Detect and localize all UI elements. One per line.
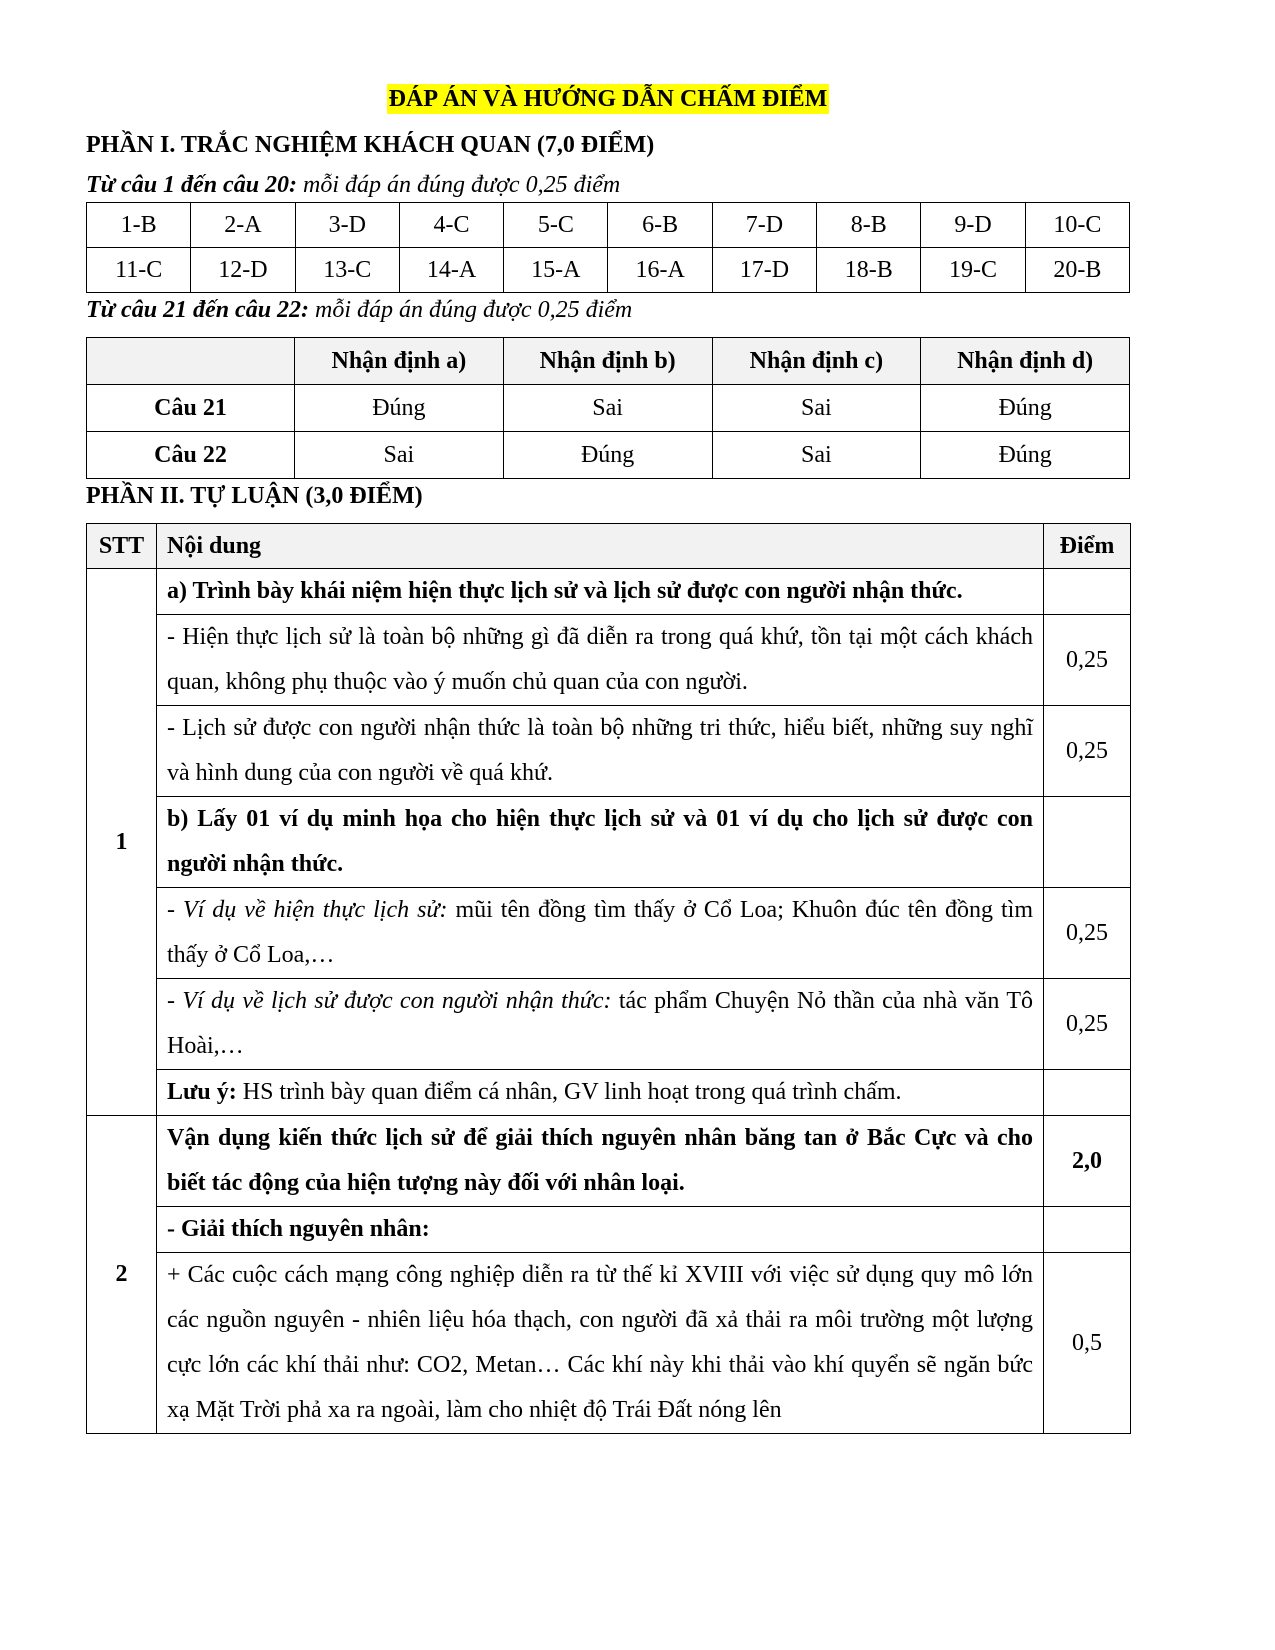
points-cell: 0,25: [1044, 979, 1131, 1070]
answer-cell: 15-A: [504, 248, 608, 293]
tf-cell: Sai: [712, 432, 921, 479]
example-text: tác phẩm Chuyện Nỏ thần của nhà văn Tô Hoài,…: [167, 988, 1033, 1059]
header-content: Nội dung: [157, 524, 1044, 569]
table-row: [87, 248, 1130, 293]
table-row: [87, 706, 1131, 797]
answer-cell: 2-A: [191, 203, 295, 248]
row-label: Câu 22: [87, 432, 295, 479]
instruction-range: Từ câu 1 đến câu 20:: [86, 172, 298, 198]
answer-cell: 14-A: [399, 248, 503, 293]
rubric-item: - Hiện thực lịch sử là toàn bộ những gì đã diễn ra trong quá khứ, tồn tại một cách khách quan, không phụ thuộc vào ý muốn chủ quan của con người.: [157, 615, 1044, 706]
table-row: [87, 1207, 1131, 1253]
table-row: [87, 979, 1131, 1070]
part1-instruction-2: [86, 295, 1130, 327]
header-cell: Nhận định c): [712, 338, 921, 385]
points-cell: 0,25: [1044, 706, 1131, 797]
points-cell: 0,5: [1044, 1253, 1131, 1434]
points-cell: 0,25: [1044, 615, 1131, 706]
table-row: [87, 385, 1130, 432]
answer-cell: 1-B: [87, 203, 191, 248]
tf-cell: Sai: [503, 385, 712, 432]
example-text: mũi tên đồng tìm thấy ở Cổ Loa; Khuôn đúc tên đồng tìm thấy ở Cổ Loa,…: [167, 897, 1034, 968]
example-label: - Ví dụ về lịch sử được con người nhận thức:: [167, 988, 612, 1014]
answer-cell: 17-D: [712, 248, 816, 293]
answer-cell: 7-D: [712, 203, 816, 248]
answer-cell: 3-D: [295, 203, 399, 248]
table-row: [87, 569, 1131, 615]
points-cell: 0,25: [1044, 888, 1131, 979]
table-header-row: [87, 338, 1130, 385]
instruction-range: Từ câu 21 đến câu 22:: [86, 297, 310, 323]
subquestion-title: b) Lấy 01 ví dụ minh họa cho hiện thực lịch sử và 01 ví dụ cho lịch sử được con người nhận thức.: [157, 797, 1044, 888]
rubric-item: - Lịch sử được con người nhận thức là toàn bộ những tri thức, hiểu biết, những suy nghĩ và hình dung của con người về quá khứ.: [157, 706, 1044, 797]
true-false-table: [86, 337, 1130, 479]
rubric-item: + Các cuộc cách mạng công nghiệp diễn ra từ thế kỉ XVIII với việc sử dụng quy mô lớn các nguồn nguyên - nhiên liệu hóa thạch, con người đã xả thải ra môi trường một lượng cực lớn các khí thải như: CO2, Metan… Các khí này khi thải vào khí quyển sẽ ngăn bức xạ Mặt Trời phả xa ra ngoài, làm cho nhiệt độ Trái Đất nóng lên: [157, 1253, 1044, 1434]
instruction-text: mỗi đáp án đúng được 0,25 điểm: [309, 297, 633, 323]
note-item: [157, 1070, 1044, 1116]
rubric-item: [157, 979, 1044, 1070]
answer-key-page: [86, 80, 1130, 1434]
points-cell: [1044, 1070, 1131, 1116]
tf-cell: Đúng: [921, 385, 1130, 432]
subquestion-title: a) Trình bày khái niệm hiện thực lịch sử và lịch sử được con người nhận thức.: [157, 569, 1044, 615]
row-label: Câu 21: [87, 385, 295, 432]
tf-cell: Đúng: [921, 432, 1130, 479]
answer-cell: 18-B: [817, 248, 921, 293]
question-title: Vận dụng kiến thức lịch sử để giải thích nguyên nhân băng tan ở Bắc Cực và cho biết tác động của hiện tượng này đối với nhân loại.: [157, 1116, 1044, 1207]
answer-cell: 9-D: [921, 203, 1025, 248]
essay-rubric-table: [86, 523, 1131, 1434]
answer-cell: 11-C: [87, 248, 191, 293]
header-points: Điểm: [1044, 524, 1131, 569]
table-header-row: [87, 524, 1131, 569]
table-row: [87, 432, 1130, 479]
answer-cell: 6-B: [608, 203, 712, 248]
tf-cell: Sai: [295, 432, 504, 479]
answer-cell: 16-A: [608, 248, 712, 293]
question-number: 1: [87, 569, 157, 1116]
table-row: [87, 1253, 1131, 1434]
table-row: [87, 797, 1131, 888]
note-text: HS trình bày quan điểm cá nhân, GV linh hoạt trong quá trình chấm.: [236, 1079, 902, 1105]
header-cell: [87, 338, 295, 385]
answer-cell: 10-C: [1025, 203, 1129, 248]
header-cell: Nhận định a): [295, 338, 504, 385]
table-row: [87, 888, 1131, 979]
points-cell: 2,0: [1044, 1116, 1131, 1207]
tf-cell: Sai: [712, 385, 921, 432]
answer-cell: 8-B: [817, 203, 921, 248]
answer-cell: 19-C: [921, 248, 1025, 293]
multiple-choice-answer-table: [86, 202, 1130, 293]
header-cell: Nhận định d): [921, 338, 1130, 385]
subheading: - Giải thích nguyên nhân:: [157, 1207, 1044, 1253]
table-row: [87, 615, 1131, 706]
part2-heading: PHẦN II. TỰ LUẬN (3,0 ĐIỂM): [86, 483, 423, 509]
part1-heading: PHẦN I. TRẮC NGHIỆM KHÁCH QUAN (7,0 ĐIỂM): [86, 132, 655, 158]
points-cell: [1044, 1207, 1131, 1253]
example-label: - Ví dụ về hiện thực lịch sử:: [167, 897, 448, 923]
answer-cell: 5-C: [504, 203, 608, 248]
table-row: [87, 1070, 1131, 1116]
header-cell: Nhận định b): [503, 338, 712, 385]
table-row: [87, 1116, 1131, 1207]
points-cell: [1044, 569, 1131, 615]
answer-cell: 20-B: [1025, 248, 1129, 293]
answer-cell: 4-C: [399, 203, 503, 248]
instruction-text: mỗi đáp án đúng được 0,25 điểm: [297, 172, 621, 198]
answer-cell: 13-C: [295, 248, 399, 293]
tf-cell: Đúng: [503, 432, 712, 479]
header-stt: STT: [87, 524, 157, 569]
tf-cell: Đúng: [295, 385, 504, 432]
rubric-item: [157, 888, 1044, 979]
page-title: ĐÁP ÁN VÀ HƯỚNG DẪN CHẤM ĐIỂM: [388, 86, 828, 112]
question-number: 2: [87, 1116, 157, 1434]
table-row: [87, 203, 1130, 248]
points-cell: [1044, 797, 1131, 888]
part1-instruction-1: [86, 170, 1130, 202]
answer-cell: 12-D: [191, 248, 295, 293]
note-label: Lưu ý:: [167, 1079, 237, 1105]
